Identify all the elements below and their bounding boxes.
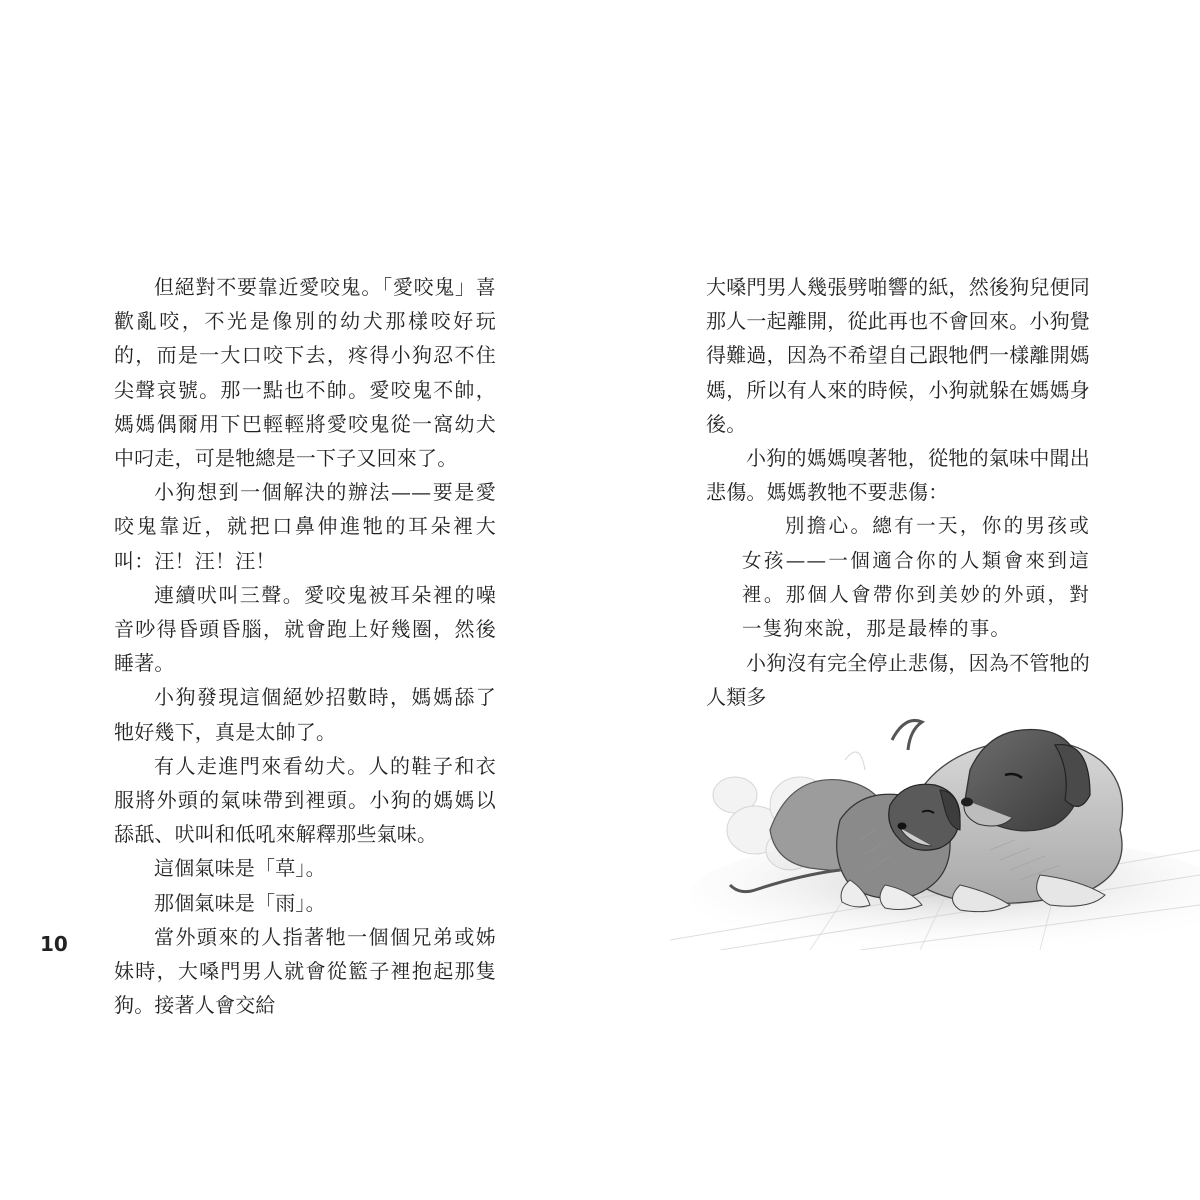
left-paragraph-1: 但絕對不要靠近愛咬鬼。「愛咬鬼」喜歡亂咬，不光是像別的幼犬那樣咬好玩的，而是一大口咬下去，疼得小狗忍不住尖聲哀號。那一點也不帥。愛咬鬼不帥，媽媽偶爾用下巴輕輕將愛咬鬼從一窩幼犬中叼走，可是牠總是一下子又回來了。	[114, 275, 496, 471]
mother-quote: 別擔心。總有一天，你的男孩或女孩——一個適合你的人類會來到這裡。那個人會帶你到美妙的外頭，對一隻狗來說，那是最棒的事。	[742, 514, 1090, 641]
left-paragraph-7: 那個氣味是「雨」。	[154, 890, 326, 915]
right-page	[706, 270, 1090, 715]
left-paragraph-3: 連續吠叫三聲。愛咬鬼被耳朵裡的噪音吵得昏頭昏腦，就會跑上好幾圈，然後睡著。	[114, 582, 496, 676]
left-page	[114, 270, 496, 1022]
page-number: 10	[40, 932, 68, 956]
left-paragraph-2: 小狗想到一個解決的辦法——要是愛咬鬼靠近，就把口鼻伸進牠的耳朵裡大叫：汪！汪！汪！	[114, 480, 496, 573]
left-paragraph-5: 有人走進門來看幼犬。人的鞋子和衣服將外頭的氣味帶到裡頭。小狗的媽媽以舔舐、吠叫和低吼來解釋那些氣味。	[114, 753, 496, 847]
left-paragraph-4: 小狗發現這個絕妙招數時，媽媽舔了牠好幾下，真是太帥了。	[114, 685, 496, 744]
pencil-sketch-dogs-icon	[660, 700, 1200, 950]
left-paragraph-8: 當外頭來的人指著牠一個個兄弟或姊妹時，大嗓門男人就會從籃子裡抱起那隻狗。接著人會交給	[114, 924, 496, 1018]
right-paragraph-last: 小狗沒有完全停止悲傷，因為不管牠的人類多	[706, 651, 1090, 710]
right-paragraph-2: 小狗的媽媽嗅著牠，從牠的氣味中聞出悲傷。媽媽教牠不要悲傷：	[706, 446, 1090, 505]
right-paragraph-continued: 大嗓門男人幾張劈啪響的紙，然後狗兒便同那人一起離開，從此再也不會回來。小狗覺得難過，因為不希望自己跟牠們一樣離開媽媽，所以有人來的時候，小狗就躲在媽媽身後。	[706, 275, 1090, 436]
left-paragraph-6: 這個氣味是「草」。	[154, 856, 326, 881]
